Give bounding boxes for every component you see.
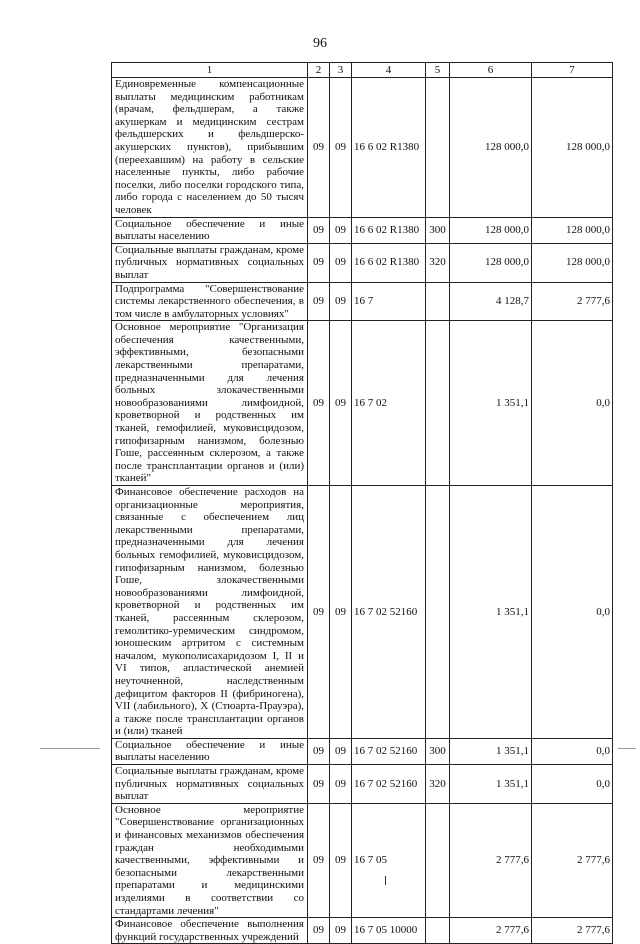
margin-line-right <box>618 748 636 749</box>
section-code-cell: 09 <box>308 282 330 321</box>
row-name-cell: Основное мероприятие "Организация обеспечения качественными, эффективными, безопасными лекарственными препаратами, предназначенными для лечения больных злокачественными новообразованиями лимфоидной, кроветворной и родственных им тканей, гемофилией, муковисцидозом, гипофизарным нанизмом, болезнью Гоше, рассеянным склерозом, а также после трансплантации органов и (или) тканей" <box>112 321 308 486</box>
subsection-code-cell: 09 <box>330 486 352 739</box>
row-name-cell: Основное мероприятие "Совершенствование организационных и финансовых механизмов обеспечения граждан необходимыми качественными, эффективными и безопасными лекарственными препаратами и медицинскими изделиями в соответствии со стандартами лечения" <box>112 803 308 917</box>
amount-year2-cell: 128 000,0 <box>532 217 613 243</box>
target-article-cell: 16 7 02 52160 <box>352 486 426 739</box>
amount-year1-cell: 1 351,1 <box>450 738 532 764</box>
target-article-cell: 16 7 02 52160 <box>352 765 426 804</box>
amount-year2-cell: 0,0 <box>532 486 613 739</box>
table-row <box>112 918 613 944</box>
column-header: 4 <box>352 63 426 78</box>
row-name-cell: Социальные выплаты гражданам, кроме публичных нормативных социальных выплат <box>112 243 308 282</box>
amount-year1-cell: 4 128,7 <box>450 282 532 321</box>
subsection-code-cell: 09 <box>330 321 352 486</box>
row-name-cell: Подпрограмма "Совершенствование системы лекарственного обеспечения, в том числе в амбулаторных условиях" <box>112 282 308 321</box>
expense-type-cell <box>426 803 450 917</box>
row-name-cell: Социальное обеспечение и иные выплаты населению <box>112 738 308 764</box>
target-article-cell: 16 7 05 10000 <box>352 918 426 944</box>
expense-type-cell <box>426 918 450 944</box>
table-row <box>112 738 613 764</box>
subsection-code-cell: 09 <box>330 243 352 282</box>
expense-type-cell: 320 <box>426 765 450 804</box>
row-name-cell: Финансовое обеспечение выполнения функций государственных учреждений <box>112 918 308 944</box>
expense-type-cell <box>426 486 450 739</box>
column-header: 5 <box>426 63 450 78</box>
expense-type-cell <box>426 282 450 321</box>
row-name-cell: Социальное обеспечение и иные выплаты населению <box>112 217 308 243</box>
target-article-cell: 16 6 02 R1380 <box>352 243 426 282</box>
column-header: 6 <box>450 63 532 78</box>
amount-year1-cell: 1 351,1 <box>450 321 532 486</box>
column-header: 1 <box>112 63 308 78</box>
target-article-cell: 16 7 <box>352 282 426 321</box>
page-number: 96 <box>313 36 327 51</box>
table-row <box>112 217 613 243</box>
table-row <box>112 803 613 917</box>
target-article-cell: 16 6 02 R1380 <box>352 217 426 243</box>
amount-year2-cell: 0,0 <box>532 738 613 764</box>
table-row <box>112 321 613 486</box>
amount-year2-cell: 0,0 <box>532 321 613 486</box>
expense-type-cell <box>426 78 450 218</box>
expense-type-cell <box>426 321 450 486</box>
table-header-row <box>112 63 613 78</box>
target-article-cell: 16 7 02 52160 <box>352 738 426 764</box>
subsection-code-cell: 09 <box>330 918 352 944</box>
amount-year1-cell: 2 777,6 <box>450 803 532 917</box>
table-row <box>112 243 613 282</box>
row-name-cell: Финансовое обеспечение расходов на организационные мероприятия, связанные с обеспечением лиц лекарственными препаратами, предназначенными для лечения больных гемофилией, муковисцидозом, гипофизарным нанизмом, болезнью Гоше, злокачественными новообразованиями лимфоидной, кроветворной и родственных им тканей, рассеянным склерозом, гемолитико-уремическим синдромом, юношеским артритом с системным началом, мукополисахаридозом I, II и VI типов, апластической анемией неуточненной, наследственным дефицитом факторов II (фибриногена), VII (лабильного), X (Стюарта-Прауэра), а также после трансплантации органов и (или) тканей <box>112 486 308 739</box>
column-header: 7 <box>532 63 613 78</box>
section-code-cell: 09 <box>308 738 330 764</box>
amount-year2-cell: 2 777,6 <box>532 918 613 944</box>
target-article-cell: 16 7 05 <box>352 803 426 917</box>
amount-year2-cell: 2 777,6 <box>532 803 613 917</box>
amount-year1-cell: 128 000,0 <box>450 217 532 243</box>
section-code-cell: 09 <box>308 217 330 243</box>
subsection-code-cell: 09 <box>330 738 352 764</box>
table-row <box>112 765 613 804</box>
section-code-cell: 09 <box>308 765 330 804</box>
budget-table <box>111 62 613 944</box>
amount-year2-cell: 2 777,6 <box>532 282 613 321</box>
subsection-code-cell: 09 <box>330 78 352 218</box>
amount-year2-cell: 0,0 <box>532 765 613 804</box>
subsection-code-cell: 09 <box>330 282 352 321</box>
margin-line-left <box>40 748 100 749</box>
section-code-cell: 09 <box>308 243 330 282</box>
column-header: 2 <box>308 63 330 78</box>
table-row <box>112 486 613 739</box>
section-code-cell: 09 <box>308 803 330 917</box>
amount-year2-cell: 128 000,0 <box>532 78 613 218</box>
amount-year1-cell: 1 351,1 <box>450 765 532 804</box>
subsection-code-cell: 09 <box>330 765 352 804</box>
row-name-cell: Социальные выплаты гражданам, кроме публичных нормативных социальных выплат <box>112 765 308 804</box>
column-header: 3 <box>330 63 352 78</box>
amount-year1-cell: 128 000,0 <box>450 243 532 282</box>
section-code-cell: 09 <box>308 321 330 486</box>
target-article-cell: 16 6 02 R1380 <box>352 78 426 218</box>
subsection-code-cell: 09 <box>330 803 352 917</box>
expense-type-cell: 300 <box>426 217 450 243</box>
section-code-cell: 09 <box>308 486 330 739</box>
amount-year1-cell: 2 777,6 <box>450 918 532 944</box>
section-code-cell: 09 <box>308 918 330 944</box>
subsection-code-cell: 09 <box>330 217 352 243</box>
expense-type-cell: 300 <box>426 738 450 764</box>
target-article-cell: 16 7 02 <box>352 321 426 486</box>
table-row <box>112 282 613 321</box>
section-code-cell: 09 <box>308 78 330 218</box>
table-row <box>112 78 613 218</box>
amount-year1-cell: 1 351,1 <box>450 486 532 739</box>
expense-type-cell: 320 <box>426 243 450 282</box>
bottom-mark <box>385 876 386 885</box>
row-name-cell: Единовременные компенсационные выплаты медицинским работникам (врачам, фельдшерам, а также акушеркам и медицинским сестрам фельдшерских и фельдшерско-акушерских пунктов), прибывшим (переехавшим) на работу в сельские населенные пункты, либо рабочие поселки, либо поселки городского типа, либо города с населением до 50 тысяч человек <box>112 78 308 218</box>
amount-year1-cell: 128 000,0 <box>450 78 532 218</box>
amount-year2-cell: 128 000,0 <box>532 243 613 282</box>
